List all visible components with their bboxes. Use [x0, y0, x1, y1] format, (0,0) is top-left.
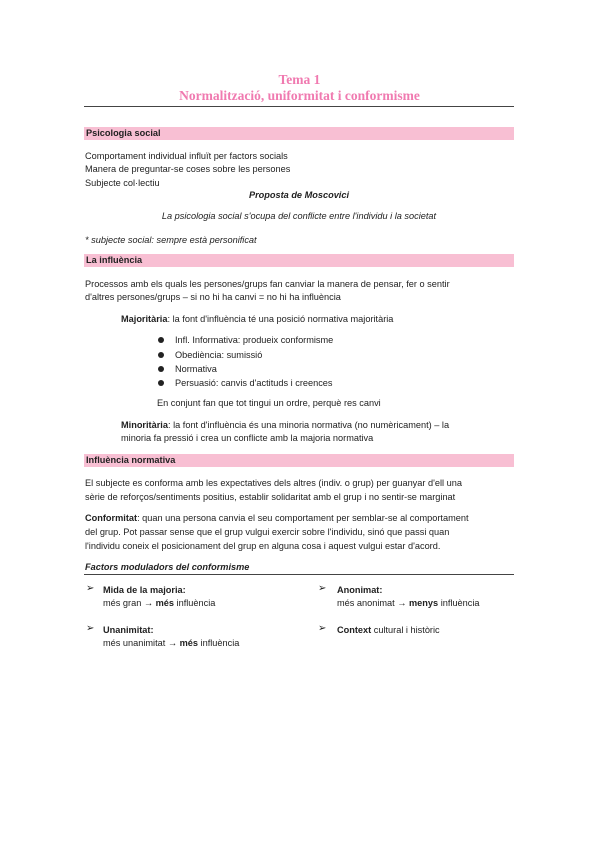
- document-subtitle: Normalització, uniformitat i conformisme: [179, 88, 420, 103]
- quote-text: La psicologia social s'ocupa del conflicte entre l'individu i la societat: [161, 211, 437, 221]
- mida-text: [103, 597, 215, 609]
- unanimitat-post: influència: [198, 638, 240, 648]
- mida-bold: més: [155, 598, 174, 608]
- conformitat-line: [85, 512, 469, 524]
- anonimat-label: Anonimat:: [337, 585, 383, 595]
- minoritaria-line-2: minoria fa pressió i crea un conflicte amb la majoria normativa: [121, 433, 374, 443]
- chevron-icon: ➢: [318, 583, 327, 594]
- text-line: Processos amb els quals les persones/grups fan canviar la manera de pensar, fer o sentir: [85, 279, 450, 289]
- list-item: Infl. Informativa: produeix conformisme: [175, 335, 334, 345]
- majoritaria-label: Majoritària: [121, 314, 168, 324]
- bullet-icon: [158, 337, 164, 343]
- minoritaria-line: [121, 419, 449, 431]
- document-title: Tema 1: [278, 72, 321, 87]
- anonimat-pre: més anonimat: [337, 598, 398, 608]
- text-line: l'individu coneix el posicionament del grup en alguna cosa i aquest vulgui estar d'acord.: [85, 541, 441, 551]
- proposta-heading: Proposta de Moscovici: [248, 190, 350, 200]
- text-line: del grup. Pot passar sense que el grup vulgui exercir sobre l'individu, sinó que passi quan: [85, 527, 450, 537]
- minoritaria-text: : la font d'influència és una minoria normativa (no numèricament) – la: [167, 420, 450, 430]
- context-line: [337, 624, 440, 636]
- unanimitat-pre: més unanimitat: [103, 638, 168, 648]
- anonimat-text: [337, 597, 480, 609]
- text-line: sèrie de reforços/sentiments positius, establir solidaritat amb el grup i no sentir-se marginat: [85, 492, 456, 502]
- context-label: Context: [337, 625, 372, 635]
- majoritaria-text: : la font d'influència té una posició normativa majoritària: [167, 314, 394, 324]
- unanimitat-label: Unanimitat:: [103, 625, 154, 635]
- conjunt-text: En conjunt fan que tot tingui un ordre, perquè res canvi: [157, 398, 381, 408]
- text-line: El subjecte es conforma amb les expectatives dels altres (indiv. o grup) per guanyar d'ell una: [85, 478, 462, 488]
- chevron-icon: ➢: [318, 623, 327, 634]
- list-item: Normativa: [175, 364, 217, 374]
- arrow-right-icon: →: [167, 638, 178, 648]
- majoritaria-line: [121, 313, 393, 325]
- title-divider: [84, 106, 514, 107]
- section-heading-influencia: La influència: [84, 254, 514, 267]
- conformitat-label: Conformitat: [85, 513, 138, 523]
- mida-pre: més gran: [103, 598, 144, 608]
- text-line: d'altres persones/grups – si no hi ha canvi = no hi ha influència: [85, 292, 341, 302]
- mida-label: Mida de la majoria:: [103, 585, 186, 595]
- unanimitat-text: [103, 637, 239, 649]
- arrow-right-icon: →: [397, 598, 407, 608]
- context-text: cultural i històric: [371, 625, 440, 635]
- bullet-icon: [158, 380, 164, 386]
- bullet-icon: [158, 366, 164, 372]
- chevron-icon: ➢: [86, 583, 95, 594]
- anonimat-post: influència: [438, 598, 480, 608]
- list-item: Obediència: sumissió: [175, 350, 263, 360]
- text-line: Comportament individual influït per factors socials: [85, 151, 288, 161]
- mida-post: influència: [174, 598, 216, 608]
- factors-divider: [84, 574, 514, 575]
- text-line: Manera de preguntar-se coses sobre les persones: [85, 164, 291, 174]
- section-heading-normativa: Influència normativa: [84, 454, 514, 467]
- section-heading-psicologia: Psicologia social: [84, 127, 514, 140]
- note-text: * subjecte social: sempre està personificat: [85, 235, 257, 245]
- list-item: Persuasió: canvis d'actituds i creences: [175, 378, 333, 388]
- unanimitat-bold: més: [179, 638, 198, 648]
- minoritaria-label: Minoritària: [121, 420, 168, 430]
- factors-heading: Factors moduladors del conformisme: [85, 562, 250, 572]
- text-line: Subjecte col·lectiu: [85, 178, 160, 188]
- conformitat-text: : quan una persona canvia el seu comportament per semblar-se al comportament: [137, 513, 469, 523]
- arrow-right-icon: →: [143, 598, 154, 608]
- anonimat-bold: menys: [409, 598, 439, 608]
- chevron-icon: ➢: [86, 623, 95, 634]
- bullet-icon: [158, 352, 164, 358]
